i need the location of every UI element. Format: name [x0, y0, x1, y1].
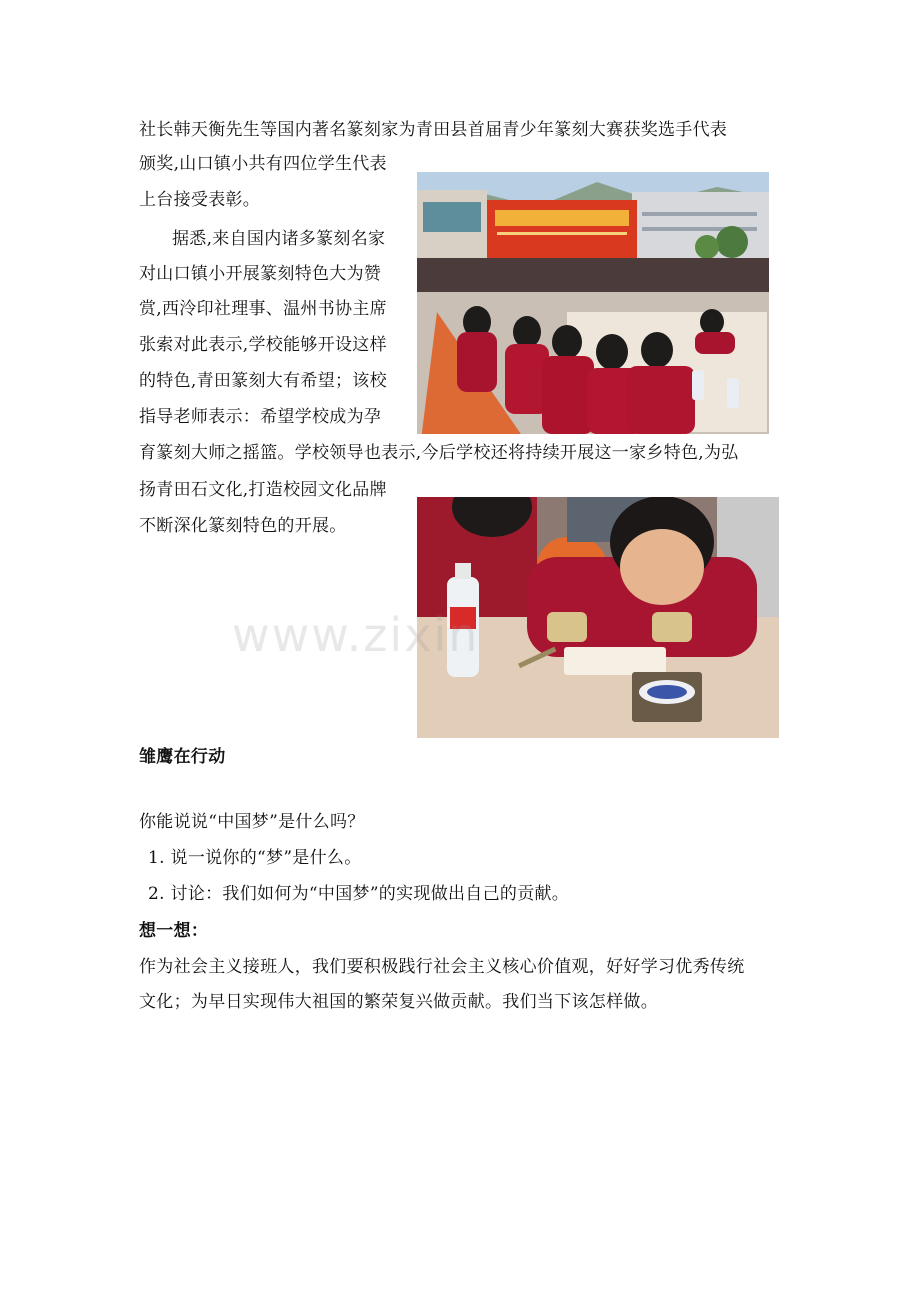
watermark: www.zixin — [232, 608, 480, 662]
student-carving-photo — [417, 497, 779, 738]
think-line-1: 作为社会主义接班人，我们要积极践行社会主义核心价值观，好好学习优秀传统 — [139, 957, 745, 977]
paragraph-2-line-3: 赏,西泠印社理事、温州书协主席 — [139, 299, 387, 319]
list-item-2: 2. 讨论：我们如何为“中国梦”的实现做出自己的贡献。 — [148, 884, 570, 904]
paragraph-1-line-3: 上台接受表彰。 — [139, 190, 261, 210]
paragraph-2-line-8: 扬青田石文化,打造校园文化品牌 — [139, 480, 387, 500]
paragraph-2-line-1: 据悉,来自国内诸多篆刻名家 — [172, 229, 386, 249]
paragraph-1-line-2: 颁奖,山口镇小共有四位学生代表 — [139, 154, 387, 174]
paragraph-2-line-4: 张索对此表示,学校能够开设这样 — [139, 335, 387, 355]
paragraph-2-line-7: 育篆刻大师之摇篮。学校领导也表示,今后学校还将持续开展这一家乡特色,为弘 — [139, 443, 739, 463]
paragraph-2-line-6: 指导老师表示：希望学校成为孕 — [139, 407, 382, 427]
paragraph-1-line-1: 社长韩天衡先生等国内著名篆刻家为青田县首届青少年篆刻大赛获奖选手代表 — [139, 120, 728, 140]
section-question: 你能说说“中国梦”是什么吗？ — [139, 812, 365, 832]
section-heading: 雏鹰在行动 — [139, 747, 226, 767]
think-heading: 想一想： — [139, 921, 209, 941]
event-photo — [417, 172, 769, 434]
think-line-2: 文化；为早日实现伟大祖国的繁荣复兴做贡献。我们当下该怎样做。 — [139, 992, 658, 1012]
list-item-1: 1. 说一说你的“梦”是什么。 — [148, 848, 362, 868]
paragraph-2-line-5: 的特色,青田篆刻大有希望；该校 — [139, 371, 387, 391]
paragraph-2-line-9: 不断深化篆刻特色的开展。 — [139, 516, 347, 536]
paragraph-2-line-2: 对山口镇小开展篆刻特色大为赞 — [139, 264, 382, 284]
